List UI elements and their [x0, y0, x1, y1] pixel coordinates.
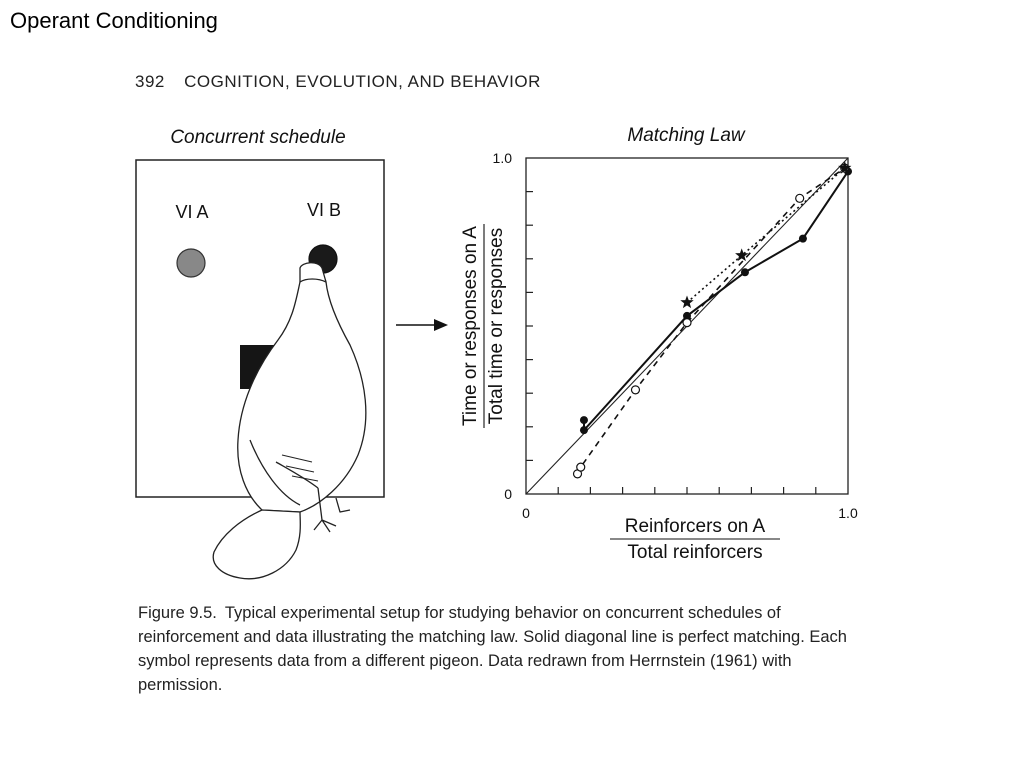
running-title: COGNITION, EVOLUTION, AND BEHAVIOR	[184, 72, 541, 91]
data-point-open	[631, 386, 639, 394]
x-label-numerator: Reinforcers on A	[624, 516, 766, 537]
chart-title: Matching Law	[627, 125, 745, 146]
y-label-denominator: Total time or responses	[486, 227, 507, 425]
y-tick-label: 1.0	[492, 150, 512, 166]
data-point-filled	[580, 416, 588, 424]
data-point-open	[796, 194, 804, 202]
response-key-a	[177, 249, 205, 277]
y-axis-label	[460, 224, 507, 428]
arrow-head	[434, 319, 448, 331]
key-a-label: VI A	[175, 202, 209, 222]
data-point-open	[577, 463, 585, 471]
key-b-label: VI B	[306, 200, 342, 220]
series-line-3	[687, 168, 845, 302]
left-panel-title: Concurrent schedule	[170, 127, 346, 148]
figure-caption	[138, 601, 858, 697]
x-tick-label: 0	[522, 505, 530, 521]
data-point-star	[680, 296, 693, 309]
data-point-filled	[580, 426, 588, 434]
data-point-filled	[799, 235, 807, 243]
y-label-numerator: Time or responses on A	[460, 226, 481, 426]
page-number: 392	[135, 72, 165, 91]
data-point-filled	[741, 268, 749, 276]
x-label-denominator: Total reinforcers	[627, 542, 763, 563]
pigeon-illustration	[213, 263, 366, 579]
slide-title: Operant Conditioning	[10, 8, 218, 33]
caption-text: Typical experimental setup for studying behavior on concurrent schedules of reinforcement and data illustrating the matching law. Solid diagonal line is perfect matching. Each symbol represents data from a different pigeon. Data redrawn from Herrnstein (1961) with permission.	[138, 604, 847, 694]
figure-label: Figure 9.5.	[138, 604, 217, 622]
x-tick-label: 1.0	[838, 505, 858, 521]
matching-law-chart	[460, 125, 858, 563]
y-tick-label: 0	[504, 486, 512, 502]
data-point-open	[683, 319, 691, 327]
series-line-2	[578, 168, 845, 474]
